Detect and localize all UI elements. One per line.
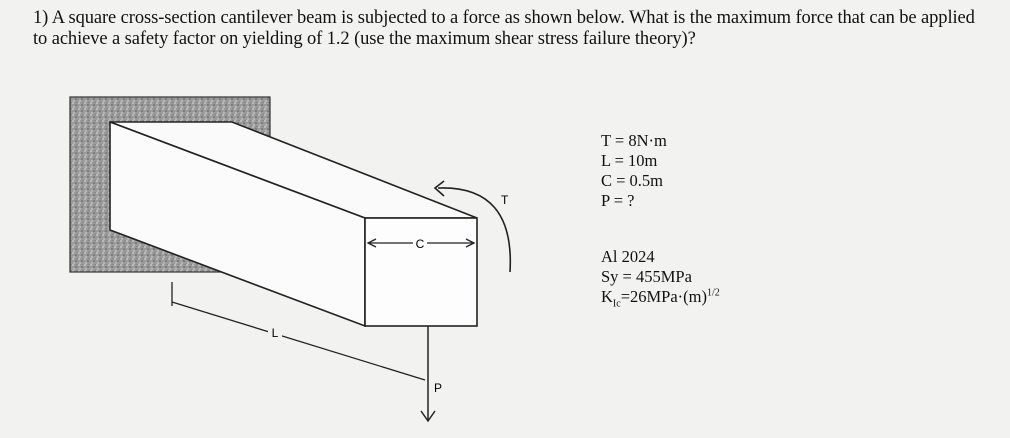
material-properties: [601, 247, 720, 310]
given-force: P = ?: [601, 191, 635, 210]
length-label: L: [271, 326, 279, 340]
given-torque: T = 8N·m: [601, 131, 667, 150]
given-values: [601, 131, 667, 211]
question-text: 1) A square cross-section cantilever beam is subjected to a force as shown below. What is the maximum force that can be applied to achieve a safety factor on yielding of 1.2 (use the maximum shear stress failure theory)?: [33, 8, 975, 49]
material-yield: Sy = 455MPa: [601, 267, 692, 286]
given-width: C = 0.5m: [601, 171, 664, 190]
beam-end-face: [365, 218, 477, 326]
force-label: P: [434, 381, 443, 395]
given-length: L = 10m: [601, 151, 658, 170]
material-name: Al 2024: [601, 247, 655, 266]
width-label: C: [415, 237, 425, 251]
material-toughness: $K_{Ic}=26MPa\cdot(m)^{1/2}$: [601, 287, 720, 310]
torque-label: T: [501, 193, 509, 207]
